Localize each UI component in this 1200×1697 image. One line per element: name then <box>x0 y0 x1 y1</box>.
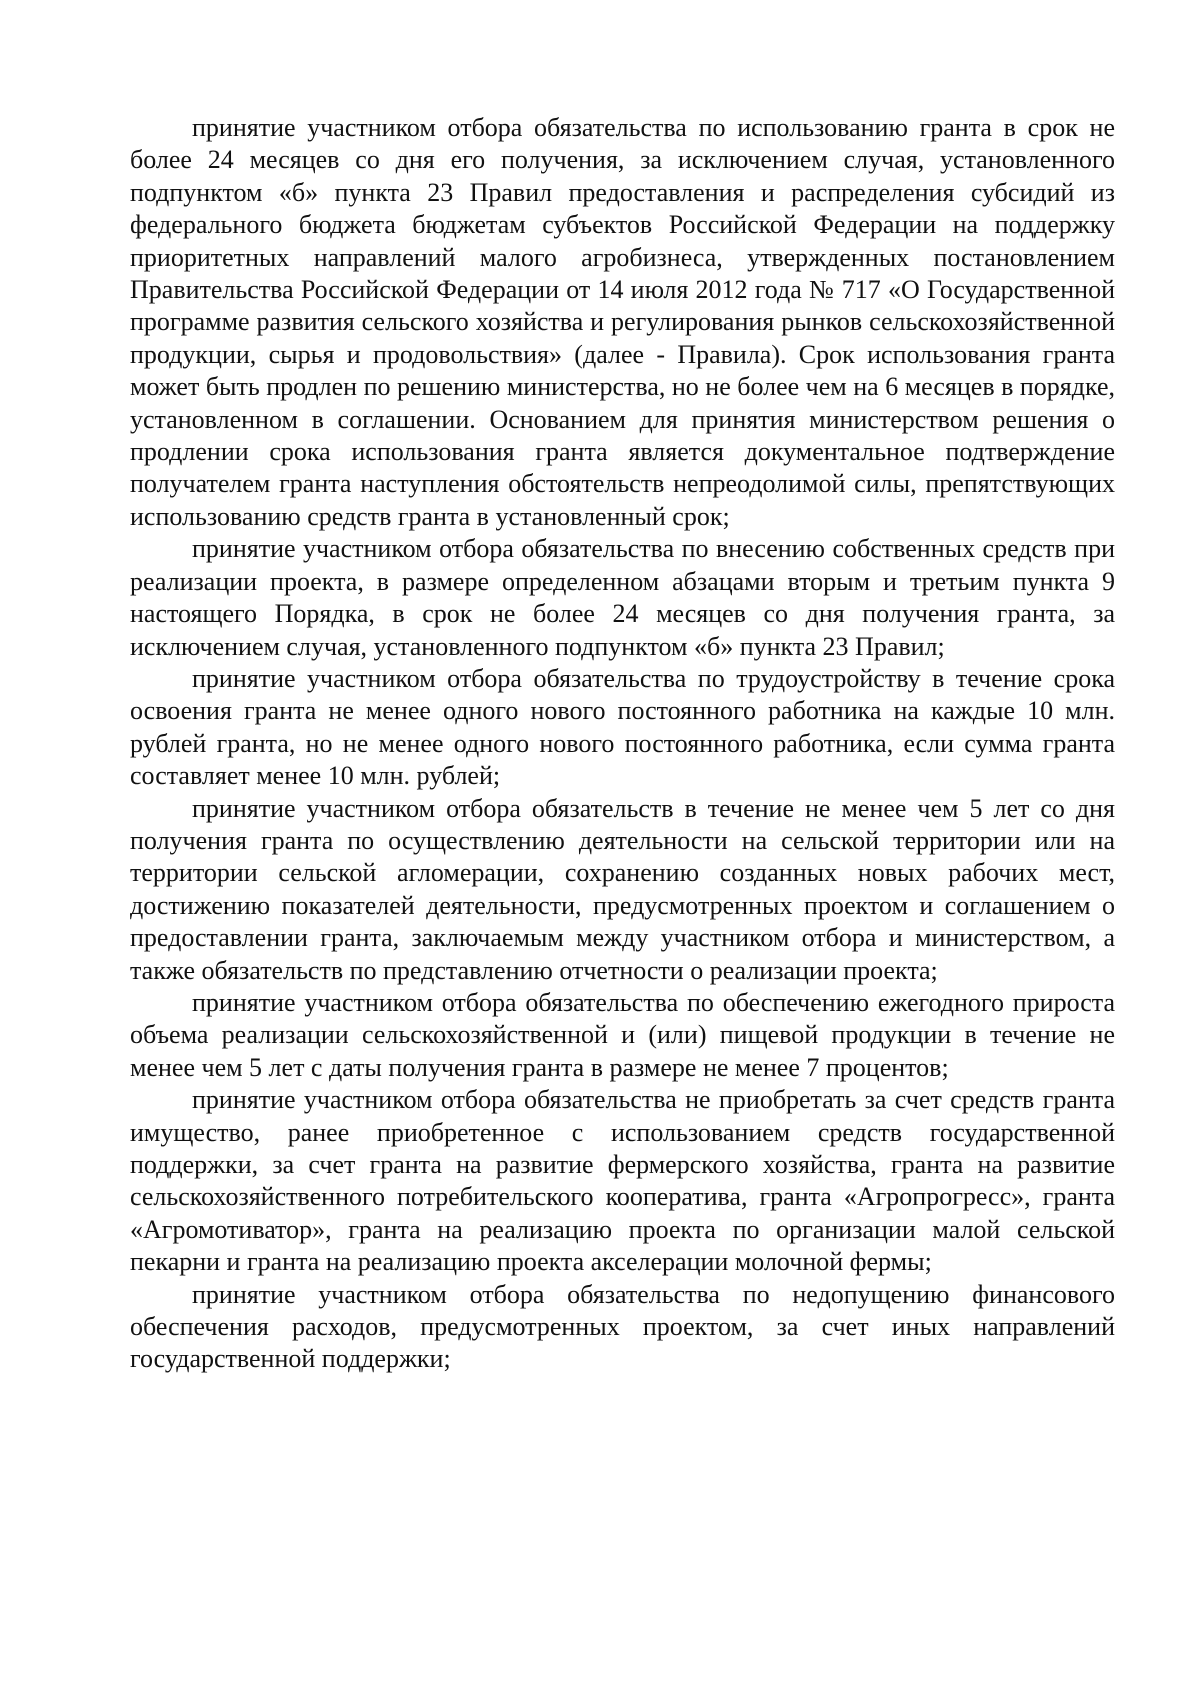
paragraph-grant-usage-term: принятие участником отбора обязательства по использованию гранта в срок не более 24 месяцев со дня его получения, за исключением случая, установленного подпунктом «б» пункта 23 Правил предоставления и распределения субсидий из федерального бюджета бюджетам субъектов Российской Федерации на поддержку приоритетных направлений малого агробизнеса, утвержденных постановлением Правительства Российской Федерации от 14 июля 2012 года № 717 «О Государственной программе развития сельского хозяйства и регулирования рынков сельскохозяйственной продукции, сырья и продовольствия» (далее - Правила). Срок использования гранта может быть продлен по решению министерства, но не более чем на 6 месяцев в порядке, установленном в соглашении. Основанием для принятия министерством решения о продлении срока использования гранта является документальное подтверждение получателем гранта наступления обстоятельств непреодолимой силы, препятствующих использованию средств гранта в установленный срок; <box>130 113 1115 531</box>
paragraph-no-double-funding: принятие участником отбора обязательства по недопущению финансового обеспечения расходов, предусмотренных проектом, за счет иных направлений государственной поддержки; <box>130 1279 1115 1374</box>
paragraph-property-restriction: принятие участником отбора обязательства не приобретать за счет средств гранта имущество, ранее приобретенное с использованием средств государственной поддержки, за счет гранта на развитие фермерского хозяйства, гранта на развитие сельскохозяйственного потребительского кооператива, гранта «Агропрогресс», гранта «Агромотиватор», гранта на реализацию проекта по организации малой сельской пекарни и гранта на реализацию проекта акселерации молочной фермы; <box>130 1085 1115 1277</box>
paragraph-five-year-obligations: принятие участником отбора обязательств в течение не менее чем 5 лет со дня получения гранта по осуществлению деятельности на сельской территории или на территории сельской агломерации, сохранению созданных новых рабочих мест, достижению показателей деятельности, предусмотренных проектом и соглашением о предоставлении гранта, заключаемым между участником отбора и министерством, а также обязательств по представлению отчетности о реализации проекта; <box>130 793 1115 985</box>
paragraph-own-funds: принятие участником отбора обязательства по внесению собственных средств при реализации проекта, в размере определенном абзацами вторым и третьим пункта 9 настоящего Порядка, в срок не более 24 месяцев со дня получения гранта, за исключением случая, установленного подпунктом «б» пункта 23 Правил; <box>130 534 1115 661</box>
paragraph-employment: принятие участником отбора обязательства по трудоустройству в течение срока освоения гранта не менее одного нового постоянного работника на каждые 10 млн. рублей гранта, но не менее одного нового постоянного работника, если сумма гранта составляет менее 10 млн. рублей; <box>130 663 1115 791</box>
paragraph-sales-growth: принятие участником отбора обязательства по обеспечению ежегодного прироста объема реализации сельскохозяйственной и (или) пищевой продукции в течение не менее чем 5 лет с даты получения гранта в размере не менее 7 процентов; <box>130 987 1115 1082</box>
document-page <box>130 112 1115 1376</box>
